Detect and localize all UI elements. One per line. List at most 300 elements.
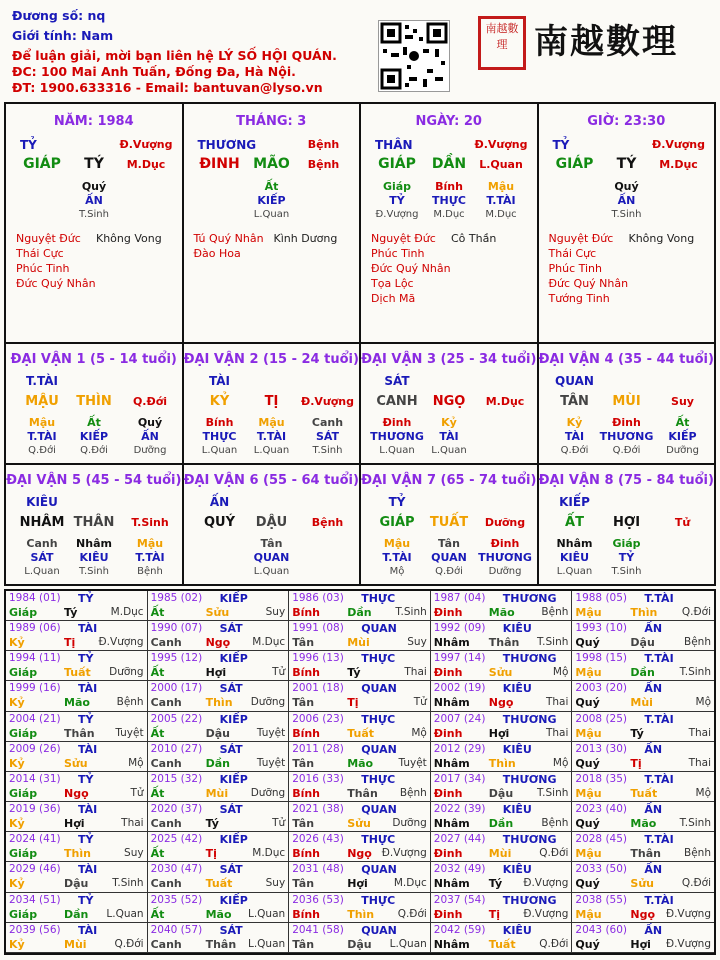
pillar-stem: GIÁP — [23, 156, 61, 172]
year-cell — [572, 621, 714, 651]
year-label: 2010 (27) — [150, 742, 203, 755]
year-god: QUAN — [361, 803, 397, 817]
star-right: Cô Thần — [451, 232, 497, 245]
dv-hidden-stem: Mậu — [383, 537, 411, 550]
year-label: 1992 (09) — [433, 622, 486, 635]
dv-hidden-stage: L.Quan — [556, 566, 593, 577]
dv-hidden-stem: Kỷ — [566, 416, 583, 429]
year-cell — [148, 923, 290, 953]
year-stem: Giáp — [9, 606, 38, 619]
star-left: Phúc Tinh — [16, 262, 70, 275]
year-stage: Suy — [265, 877, 286, 890]
year-label: 1999 (16) — [9, 682, 61, 695]
hidden-stem: Giáp — [382, 180, 412, 193]
pillar-stage: Đ.Vượng — [119, 138, 173, 151]
star-right: Không Vong — [96, 232, 162, 245]
year-stage: Q.Đới — [539, 937, 569, 950]
year-stage: Đ.Vượng — [381, 847, 427, 860]
year-stem: Quý — [575, 696, 600, 710]
year-cell — [289, 923, 431, 953]
year-stem: Canh — [150, 756, 182, 770]
year-stage: Suy — [265, 606, 286, 618]
dv-hidden-god: KIẾP — [79, 430, 109, 443]
year-cell — [572, 862, 714, 892]
year-stem: Giáp — [9, 847, 38, 861]
year-stem: Ất — [150, 726, 165, 740]
year-stage: T.Sinh — [679, 666, 711, 679]
dv-hidden-stage: L.Quan — [379, 445, 415, 456]
year-stage: L.Quan — [106, 907, 144, 920]
year-label: 2027 (44) — [433, 833, 486, 846]
year-branch: Sửu — [64, 756, 88, 770]
year-stage: Thai — [404, 666, 427, 679]
year-branch: Mão — [347, 756, 374, 770]
year-cell — [431, 591, 573, 621]
year-god: ẤN — [644, 742, 663, 756]
hidden-stage: M.Dục — [433, 209, 465, 220]
year-label: 2000 (17) — [150, 682, 203, 695]
year-branch: Tý — [347, 666, 361, 680]
year-god: SÁT — [219, 803, 243, 817]
year-stem: Bính — [292, 666, 321, 680]
year-cell — [6, 893, 148, 923]
header — [0, 0, 720, 100]
year-cell — [431, 893, 573, 923]
dai-van-stem: GIÁP — [379, 515, 415, 530]
year-cell — [289, 893, 431, 923]
year-cell — [431, 681, 573, 711]
dv-hidden-stem: Mậu — [28, 416, 56, 429]
year-cell — [148, 772, 290, 802]
year-god: TỶ — [78, 712, 94, 726]
year-god: KIẾP — [219, 893, 248, 907]
year-stem: Nhâm — [433, 937, 470, 951]
year-branch: Sửu — [488, 666, 513, 680]
pillar-branch: TÝ — [84, 156, 104, 172]
year-god: THỰC — [361, 592, 396, 605]
year-god: KIẾP — [219, 712, 248, 726]
year-stem: Ất — [150, 666, 165, 680]
year-branch: Tuất — [488, 937, 516, 951]
year-stage: Q.Đới — [681, 877, 711, 890]
dai-van-1 — [6, 344, 184, 463]
dv-hidden-stage: L.Quan — [253, 445, 290, 456]
year-stem: Bính — [292, 726, 321, 740]
year-branch: Dần — [64, 907, 89, 921]
dai-van-god: TÀI — [208, 374, 231, 388]
year-stage: Bệnh — [684, 847, 711, 860]
year-label: 1993 (10) — [575, 622, 628, 635]
pillar-title: GIỜ: 23:30 — [587, 114, 666, 129]
chart-grid — [4, 102, 716, 586]
year-stem: Canh — [150, 877, 182, 891]
year-stage: T.Sinh — [536, 636, 569, 649]
year-cell — [148, 651, 290, 681]
year-label: 2040 (57) — [150, 923, 203, 936]
year-cell — [289, 651, 431, 681]
dv-hidden-stage: T.Sinh — [312, 445, 343, 456]
dv-hidden-stem: Canh — [311, 416, 344, 429]
year-label: 2030 (47) — [150, 863, 203, 876]
year-stage: Bệnh — [399, 786, 427, 799]
pillar-stage: Bệnh — [307, 138, 340, 151]
years-grid — [4, 589, 716, 955]
year-god: SÁT — [219, 622, 243, 636]
year-branch: Dậu — [347, 937, 372, 951]
year-label: 1985 (02) — [150, 592, 203, 604]
dai-van-god: KIẾP — [559, 495, 590, 509]
year-stage: Tuyệt — [115, 726, 144, 739]
pillar-god: TỶ — [552, 138, 570, 152]
year-label: 2031 (48) — [292, 863, 344, 876]
year-god: ẤN — [644, 622, 663, 636]
year-god: ẤN — [644, 923, 663, 937]
year-cell — [289, 802, 431, 832]
year-cell — [572, 742, 714, 772]
year-label: 2028 (45) — [575, 833, 628, 846]
dv-hidden-god: TỶ — [618, 551, 635, 564]
year-god: T.TÀI — [644, 592, 674, 605]
year-branch: Ngọ — [488, 696, 514, 710]
hidden-stage: M.Dục — [485, 209, 517, 220]
year-label: 1991 (08) — [292, 622, 344, 635]
year-label: 2001 (18) — [292, 682, 344, 695]
year-stage: M.Dục — [252, 847, 286, 860]
star-left: Tọa Lộc — [371, 277, 414, 290]
year-god: QUAN — [361, 622, 397, 636]
year-god: QUAN — [361, 742, 397, 756]
dai-van-branch: NGỌ — [432, 394, 466, 409]
year-branch: Sửu — [347, 817, 371, 831]
year-god: KIÊU — [502, 863, 532, 877]
year-cell — [6, 923, 148, 953]
year-branch: Thân — [205, 937, 237, 951]
year-stage: M.Dục — [393, 877, 427, 890]
dv-hidden-stage: L.Quan — [431, 445, 467, 456]
dai-van-stem: NHÂM — [19, 515, 65, 530]
year-cell — [289, 712, 431, 742]
pillar-title: NGÀY: 20 — [415, 114, 482, 129]
year-stem: Kỷ — [9, 877, 25, 891]
year-stem: Ất — [150, 847, 165, 861]
year-god: THƯƠNG — [502, 712, 557, 726]
year-cell — [431, 772, 573, 802]
year-stem: Tân — [292, 756, 315, 770]
year-stem: Canh — [150, 817, 182, 831]
year-label: 2021 (38) — [292, 803, 344, 816]
year-stem: Tân — [292, 696, 315, 710]
year-god: THỰC — [361, 833, 396, 847]
year-stem: Tân — [292, 817, 315, 831]
year-god: T.TÀI — [644, 712, 674, 726]
dai-van-branch: DẬU — [255, 515, 288, 530]
year-stem: Nhâm — [433, 696, 470, 710]
year-branch: Mùi — [488, 847, 512, 861]
year-label: 2005 (22) — [150, 712, 203, 725]
year-cell — [289, 591, 431, 621]
dv-hidden-god: QUAN — [253, 551, 290, 564]
year-branch: Tý — [64, 606, 78, 619]
dai-van-branch: THÌN — [76, 394, 112, 409]
year-cell — [148, 681, 290, 711]
year-god: TỶ — [78, 893, 94, 907]
year-stage: Dưỡng — [109, 666, 144, 679]
dai-van-title: ĐẠI VẬN 3 (25 - 34 tuổi) — [361, 352, 537, 367]
dai-van-branch: TUẤT — [429, 515, 469, 530]
year-god: KIẾP — [219, 592, 248, 605]
dai-van-6 — [184, 465, 362, 584]
year-stage: Đ.Vượng — [98, 636, 144, 649]
year-stage: Q.Đới — [397, 907, 427, 920]
year-branch: Dần — [347, 606, 372, 619]
star-left: Nguyệt Đức — [16, 232, 81, 245]
year-branch: Thân — [64, 726, 95, 740]
year-label: 2011 (28) — [292, 742, 344, 755]
year-stem: Canh — [150, 636, 182, 650]
dv-hidden-god: T.TÀI — [382, 551, 412, 564]
year-stem: Mậu — [575, 726, 602, 740]
year-label: 2009 (26) — [9, 742, 61, 755]
year-label: 2033 (50) — [575, 863, 628, 876]
year-stage: Dưỡng — [250, 786, 286, 799]
year-stage: Tuyệt — [256, 726, 286, 739]
year-stage: Q.Đới — [681, 606, 711, 618]
year-branch: Mão — [205, 907, 232, 921]
year-stem: Quý — [575, 877, 600, 891]
hidden-god: THỰC — [432, 194, 466, 207]
dv-hidden-stage: L.Quan — [253, 566, 290, 577]
dv-hidden-stem: Nhâm — [556, 537, 593, 550]
hidden-stem: Bính — [435, 180, 463, 193]
logo-title: 南越數理 — [534, 22, 678, 62]
year-god: TÀI — [78, 682, 98, 696]
year-cell — [6, 802, 148, 832]
year-stem: Nhâm — [433, 636, 470, 650]
dai-van-stem: QUÝ — [203, 515, 236, 530]
year-label: 2041 (58) — [292, 923, 344, 936]
dv-hidden-god: THỰC — [202, 430, 237, 443]
year-branch: Tý — [630, 726, 644, 740]
year-god: QUAN — [361, 923, 397, 937]
pillar-stage: Đ.Vượng — [474, 138, 528, 151]
year-god: THƯƠNG — [502, 893, 557, 907]
year-stem: Mậu — [575, 666, 602, 680]
star-left: Đào Hoa — [193, 247, 241, 260]
year-label: 1986 (03) — [292, 592, 344, 604]
dai-van-2 — [184, 344, 362, 463]
year-label: 2022 (39) — [433, 803, 486, 816]
year-stem: Đinh — [433, 726, 463, 740]
year-cell — [289, 681, 431, 711]
year-label: 1994 (11) — [9, 652, 61, 665]
hidden-god: ẤN — [85, 194, 103, 207]
year-branch: Hợi — [347, 877, 368, 891]
year-label: 1987 (04) — [433, 592, 486, 604]
pillar-2 — [361, 104, 539, 342]
year-cell — [148, 621, 290, 651]
year-cell — [6, 712, 148, 742]
year-god: T.TÀI — [644, 772, 674, 786]
dai-van-title: ĐẠI VẬN 7 (65 - 74 tuổi) — [361, 473, 537, 488]
year-god: SÁT — [219, 923, 243, 937]
year-branch: Mùi — [64, 937, 87, 951]
year-branch: Tý — [205, 817, 219, 831]
year-label: 2015 (32) — [150, 772, 203, 785]
year-stem: Tân — [292, 636, 315, 650]
year-label: 2013 (30) — [575, 742, 628, 755]
year-label: 2019 (36) — [9, 803, 61, 816]
pillar-nap: M.Dục — [659, 158, 698, 171]
hidden-god: T.TÀI — [486, 194, 516, 207]
dai-van-row-2 — [6, 463, 714, 584]
dv-hidden-stem: Bính — [205, 416, 234, 429]
year-label: 1995 (12) — [150, 652, 203, 665]
year-label: 2007 (24) — [433, 712, 486, 725]
dv-hidden-stage: Q.Đới — [28, 445, 56, 456]
year-cell — [148, 893, 290, 923]
year-cell — [572, 681, 714, 711]
year-label: 2024 (41) — [9, 833, 61, 846]
year-branch: Tị — [630, 756, 642, 770]
year-label: 2042 (59) — [433, 923, 486, 936]
dai-van-7 — [361, 465, 539, 584]
year-branch: Dậu — [488, 786, 514, 800]
dv-hidden-stem: Ất — [87, 416, 101, 429]
year-god: T.TÀI — [644, 893, 674, 907]
year-stem: Canh — [150, 937, 182, 951]
dai-van-branch: HỢI — [612, 515, 641, 530]
year-stem: Quý — [575, 636, 600, 650]
year-cell — [431, 712, 573, 742]
star-left: Nguyệt Đức — [371, 232, 436, 245]
dai-van-stem: CANH — [376, 394, 418, 409]
year-label: 2029 (46) — [9, 863, 61, 876]
hidden-god: TỶ — [389, 194, 405, 207]
year-branch: Dậu — [205, 726, 230, 740]
dv-hidden-god: KIÊU — [559, 551, 590, 564]
year-cell — [572, 923, 714, 953]
year-stage: Đ.Vượng — [665, 937, 711, 950]
year-branch: Mão — [64, 696, 90, 710]
year-stage: Thai — [545, 696, 569, 709]
year-god: ẤN — [644, 682, 663, 696]
year-stem: Kỷ — [9, 696, 25, 710]
year-stage: M.Dục — [110, 606, 144, 618]
star-left: Nguyệt Đức — [548, 232, 614, 245]
star-left: Đức Quý Nhân — [548, 277, 629, 290]
dv-hidden-god: TÀI — [439, 430, 459, 443]
dv-hidden-stem: Đinh — [490, 537, 520, 550]
year-stage: Thai — [121, 817, 144, 830]
dv-hidden-stage: T.Sinh — [79, 566, 109, 577]
year-stage: Suy — [124, 847, 144, 860]
pillar-nap: Bệnh — [307, 158, 340, 171]
year-label: 1997 (14) — [433, 652, 486, 665]
year-cell — [6, 772, 148, 802]
dai-van-3 — [361, 344, 539, 463]
year-label: 1990 (07) — [150, 622, 203, 635]
dv-hidden-god: SÁT — [315, 430, 340, 443]
pillar-0 — [6, 104, 184, 342]
year-cell — [431, 802, 573, 832]
dai-van-stage: Dưỡng — [484, 516, 526, 529]
year-label: 2020 (37) — [150, 803, 203, 816]
year-god: KIÊU — [502, 682, 532, 696]
year-stage: Q.Đới — [114, 937, 144, 950]
year-stem: Canh — [150, 696, 182, 710]
year-stem: Bính — [292, 606, 321, 619]
pillar-title: NĂM: 1984 — [53, 114, 134, 129]
year-stem: Kỷ — [9, 636, 25, 650]
year-stem: Giáp — [9, 786, 38, 800]
year-branch: Dần — [630, 666, 655, 680]
year-branch: Dần — [205, 756, 230, 770]
pillar-nap: L.Quan — [479, 158, 523, 171]
year-branch: Mùi — [205, 786, 229, 800]
hidden-stage: T.Sinh — [79, 209, 109, 220]
year-god: TỶ — [78, 833, 94, 847]
star-left: Dịch Mã — [371, 292, 416, 305]
year-branch: Hợi — [488, 726, 510, 740]
year-label: 2023 (40) — [575, 803, 628, 816]
dai-van-stem: ẤT — [565, 515, 584, 530]
year-cell — [431, 742, 573, 772]
year-stage: Thai — [688, 726, 711, 739]
dv-hidden-stem: Quý — [137, 416, 163, 429]
dv-hidden-stem: Giáp — [612, 537, 641, 550]
dai-van-stem: MẬU — [25, 394, 59, 409]
year-branch: Mùi — [630, 696, 653, 710]
year-stage: Bệnh — [541, 606, 569, 618]
year-cell — [431, 923, 573, 953]
dv-hidden-stage: Dưỡng — [488, 566, 522, 577]
dai-van-4 — [539, 344, 715, 463]
dai-van-5 — [6, 465, 184, 584]
dv-hidden-stage: Dưỡng — [666, 445, 699, 456]
dai-van-god: QUAN — [555, 374, 594, 388]
year-stage: Đ.Vượng — [523, 907, 569, 920]
year-cell — [431, 832, 573, 862]
dv-hidden-stem: Mậu — [136, 537, 164, 550]
year-cell — [431, 862, 573, 892]
year-stage: Mộ — [552, 666, 569, 679]
year-cell — [572, 832, 714, 862]
year-branch: Tuất — [347, 726, 374, 740]
dai-van-row-1 — [6, 342, 714, 463]
year-god: THƯƠNG — [502, 592, 557, 605]
pillars-row — [6, 104, 714, 342]
year-stem: Mậu — [575, 606, 602, 619]
year-cell — [6, 591, 148, 621]
year-god: THỰC — [361, 652, 396, 666]
year-god: THƯƠNG — [502, 833, 557, 847]
year-label: 2002 (19) — [433, 682, 486, 695]
dai-van-title: ĐẠI VẬN 1 (5 - 14 tuổi) — [10, 352, 177, 367]
dai-van-stage: T.Sinh — [131, 516, 169, 529]
dv-hidden-stage: Bệnh — [137, 566, 163, 577]
year-branch: Mão — [630, 817, 657, 831]
year-stage: Mộ — [128, 756, 144, 769]
star-left: Phúc Tinh — [371, 247, 425, 260]
year-stage: Mộ — [552, 756, 569, 769]
star-left: Thái Cực — [16, 247, 64, 260]
dv-hidden-stage: Q.Đới — [435, 566, 463, 577]
dv-hidden-stage: T.Sinh — [611, 566, 642, 577]
dv-hidden-god: THƯƠNG — [599, 430, 654, 443]
year-god: KIẾP — [219, 652, 248, 666]
year-stage: L.Quan — [389, 937, 427, 950]
year-stem: Tân — [292, 877, 315, 891]
